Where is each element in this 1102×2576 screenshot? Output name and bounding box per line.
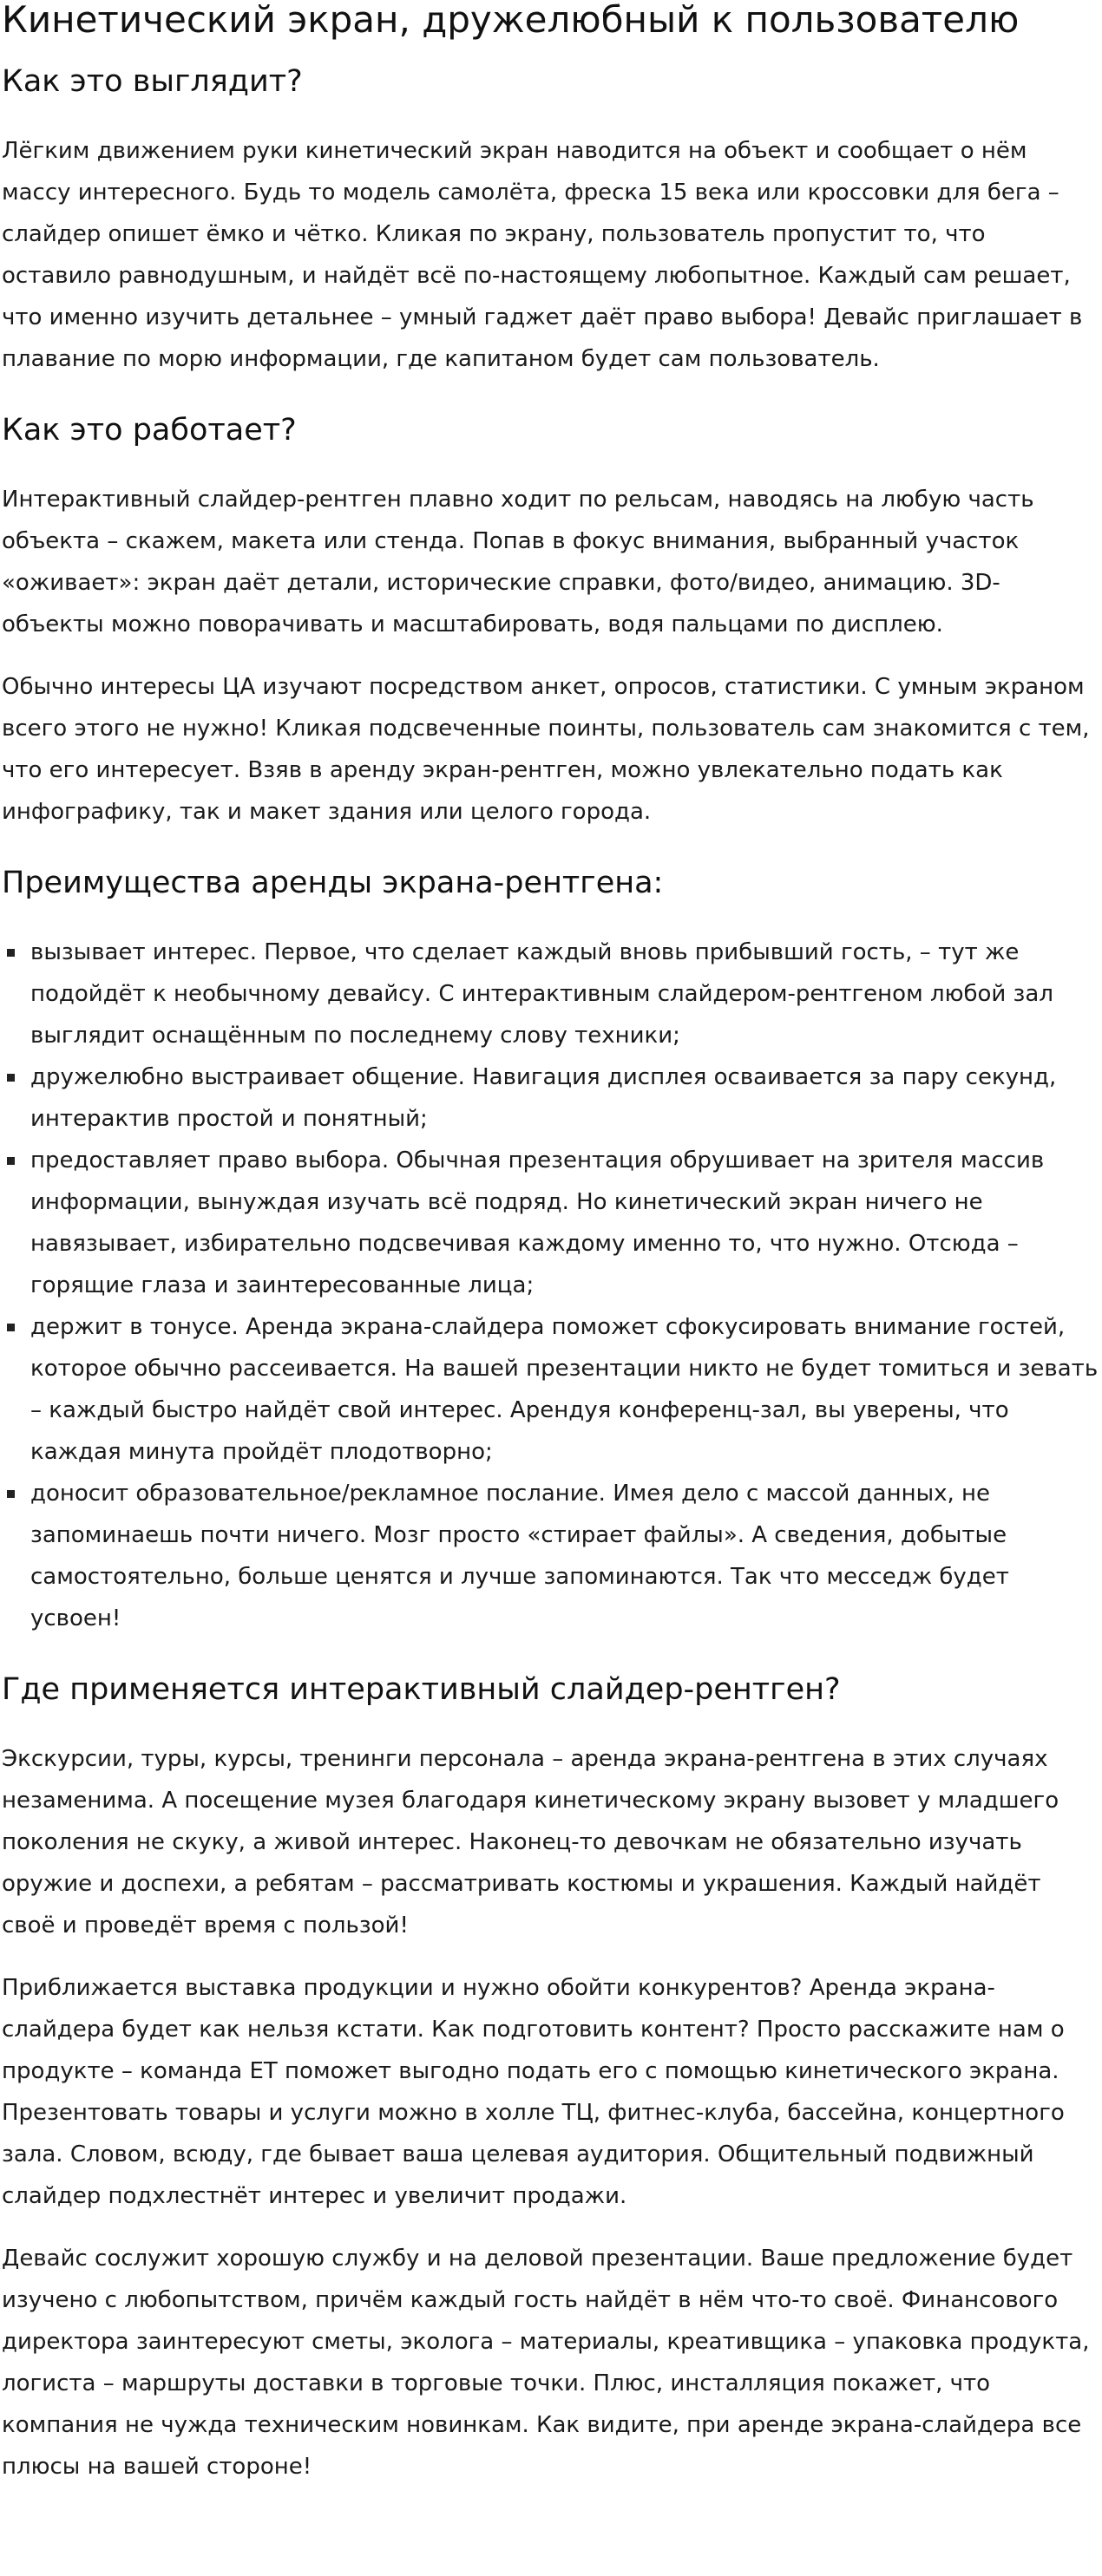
page-title: Кинетический экран, дружелюбный к пользователю — [2, 0, 1020, 41]
list-item: доносит образовательное/рекламное послание. Имея дело с массой данных, не запоминаешь почти ничего. Мозг просто «стирает файлы». А сведения, добытые самостоятельно, больше ценятся и лучше запоминаются. Так что месседж будет усвоен! — [2, 1473, 1100, 1639]
paragraph: Экскурсии, туры, курсы, тренинги персонала – аренда экрана-рентгена в этих случаях незаменима. А посещение музея благодаря кинетическому экрану вызовет у младшего поколения не скуку, а живой интерес. Наконец-то девочкам не обязательно изучать оружие и доспехи, а ребятам – рассматривать костюмы и украшения. Каждый найдёт своё и проведёт время с пользой! — [2, 1746, 1059, 1939]
list-item: держит в тонусе. Аренда экрана-слайдера поможет сфокусировать внимание гостей, которое обычно рассеивается. На вашей презентации никто не будет томиться и зевать – каждый быстро найдёт свой интерес. Арендуя конференц-зал, вы уверены, что каждая минута пройдёт плодотворно; — [2, 1306, 1100, 1473]
paragraph: Обычно интересы ЦА изучают посредством анкет, опросов, статистики. С умным экраном всего этого не нужно! Кликая подсвеченные поинты, пользователь сам знакомится с тем, что его интересует. Взяв в аренду экран-рентген, можно увлекательно подать как инфографику, так и макет здания или целого города. — [2, 674, 1090, 825]
advantages-list — [2, 932, 1100, 1639]
section-heading-advantages: Преимущества аренды экрана-рентгена: — [2, 866, 664, 900]
paragraph: Приближается выставка продукции и нужно обойти конкурентов? Аренда экрана-слайдера будет как нельзя кстати. Как подготовить контент? Просто расскажите нам о продукте – команда ET поможет выгодно подать его с помощью кинетического экрана. Презентовать товары и услуги можно в холле ТЦ, фитнес-клуба, бассейна, концертного зала. Словом, всюду, где бывает ваша целевая аудитория. Общительный подвижный слайдер подхлестнёт интерес и увеличит продажи. — [2, 1975, 1065, 2209]
list-item: дружелюбно выстраивает общение. Навигация дисплея осваивается за пару секунд, интерактив простой и понятный; — [2, 1056, 1100, 1140]
paragraph: Девайс сослужит хорошую службу и на деловой презентации. Ваше предложение будет изучено с любопытством, причём каждый гость найдёт в нём что-то своё. Финансового директора заинтересуют сметы, эколога – материалы, креативщика – упаковка продукта, логиста – маршруты доставки в торговые точки. Плюс, инсталляция покажет, что компания не чужда техническим новинкам. Как видите, при аренде экрана-слайдера все плюсы на вашей стороне! — [2, 2246, 1090, 2480]
list-item: предоставляет право выбора. Обычная презентация обрушивает на зрителя массив информации, вынуждая изучать всё подряд. Но кинетический экран ничего не навязывает, избирательно подсвечивая каждому именно то, что нужно. Отсюда – горящие глаза и заинтересованные лица; — [2, 1140, 1100, 1306]
section-heading-how-it-works: Как это работает? — [2, 413, 297, 448]
paragraph: Интерактивный слайдер-рентген плавно ходит по рельсам, наводясь на любую часть объекта – скажем, макета или стенда. Попав в фокус внимания, выбранный участок «оживает»: экран даёт детали, исторические справки, фото/видео, анимацию. 3D-объекты можно поворачивать и масштабировать, водя пальцами по дисплею. — [2, 487, 1034, 637]
section-heading-applications: Где применяется интерактивный слайдер-рентген? — [2, 1672, 841, 1707]
list-item: вызывает интерес. Первое, что сделает каждый вновь прибывший гость, – тут же подойдёт к необычному девайсу. С интерактивным слайдером-рентгеном любой зал выглядит оснащённым по последнему слову техники; — [2, 932, 1100, 1056]
section-heading-appearance: Как это выглядит? — [2, 64, 303, 99]
paragraph: Лёгким движением руки кинетический экран наводится на объект и сообщает о нём массу интересного. Будь то модель самолёта, фреска 15 века или кроссовки для бега – слайдер опишет ёмко и чётко. Кликая по экрану, пользователь пропустит то, что оставило равнодушным, и найдёт всё по-настоящему любопытное. Каждый сам решает, что именно изучить детальнее – умный гаджет даёт право выбора! Девайс приглашает в плавание по морю информации, где капитаном будет сам пользователь. — [2, 138, 1083, 372]
